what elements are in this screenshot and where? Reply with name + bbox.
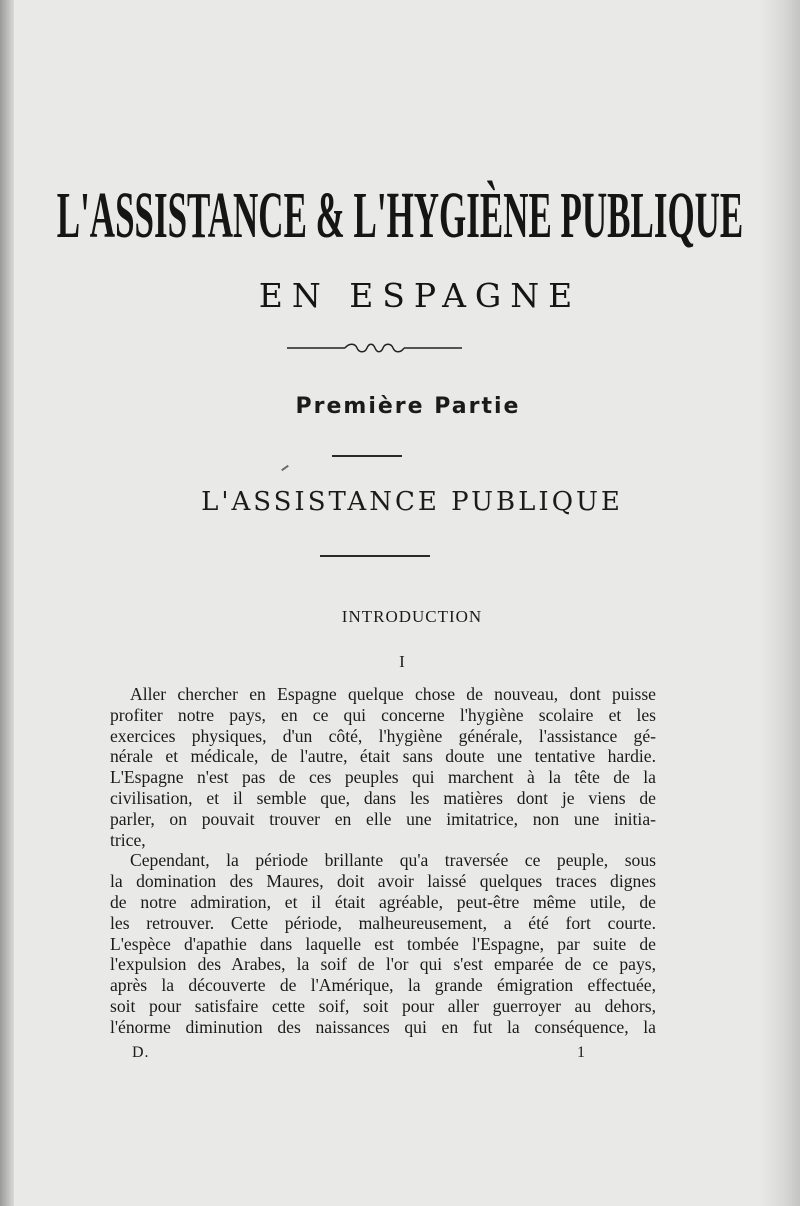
text-line: soit pour satisfaire cette soif, soit pour aller guerroyer au dehors, (110, 995, 656, 1016)
part-heading: Première Partie (295, 394, 521, 419)
main-title: L'ASSISTANCE & L'HYGIÈNE PUBLIQUE (56, 179, 744, 252)
text-line: l'expulsion des Arabes, la soif de l'or qui s'est emparée de ce pays, (110, 954, 656, 975)
text-line: profiter notre pays, en ce qui concerne l'hygiène scolaire et les (110, 704, 656, 725)
text-line: nérale et médicale, de l'autre, était sans doute une tentative hardie. (110, 746, 656, 767)
text-line: L'Espagne n'est pas de ces peuples qui marchent à la tête de la (110, 767, 656, 788)
text-line: trice, (110, 829, 146, 850)
text-line: la domination des Maures, doit avoir laissé quelques traces dignes (110, 871, 656, 892)
subtitle: EN ESPAGNE (258, 276, 582, 315)
text-line: Cependant, la période brillante qu'a traversée ce peuple, sous (130, 850, 656, 871)
section-heading: L'ASSISTANCE PUBLIQUE (201, 487, 623, 517)
text-line: civilisation, et il semble que, dans les matières dont je viens de (110, 787, 656, 808)
divider-rule (320, 555, 430, 557)
text-line: exercices physiques, d'un côté, l'hygiène générale, l'assistance gé- (110, 725, 656, 746)
text-line: l'énorme diminution des naissances qui en fut la conséquence, la (110, 1016, 656, 1037)
page-number: 1 (577, 1044, 585, 1061)
text-line: les retrouver. Cette période, malheureusement, a été fort courte. (110, 912, 656, 933)
chapter-number: I (399, 652, 405, 671)
text-line: Aller chercher en Espagne quelque chose de nouveau, dont puisse (130, 684, 656, 704)
text-line: L'espèce d'apathie dans laquelle est tombée l'Espagne, par suite de (110, 933, 656, 954)
ornament-divider (287, 340, 462, 356)
text-line: de notre admiration, et il était agréable, peut-être même utile, de (110, 891, 656, 912)
footer-signature: D. (132, 1044, 150, 1061)
main-title-block (0, 178, 800, 258)
ink-mark (281, 465, 289, 471)
chapter-title: INTRODUCTION (341, 607, 483, 626)
body-text (110, 684, 656, 1038)
text-line: parler, on pouvait trouver en elle une imitatrice, non une initia- (110, 808, 656, 829)
divider-rule (332, 455, 402, 457)
text-line: après la découverte de l'Amérique, la grande émigration effectuée, (110, 975, 656, 996)
